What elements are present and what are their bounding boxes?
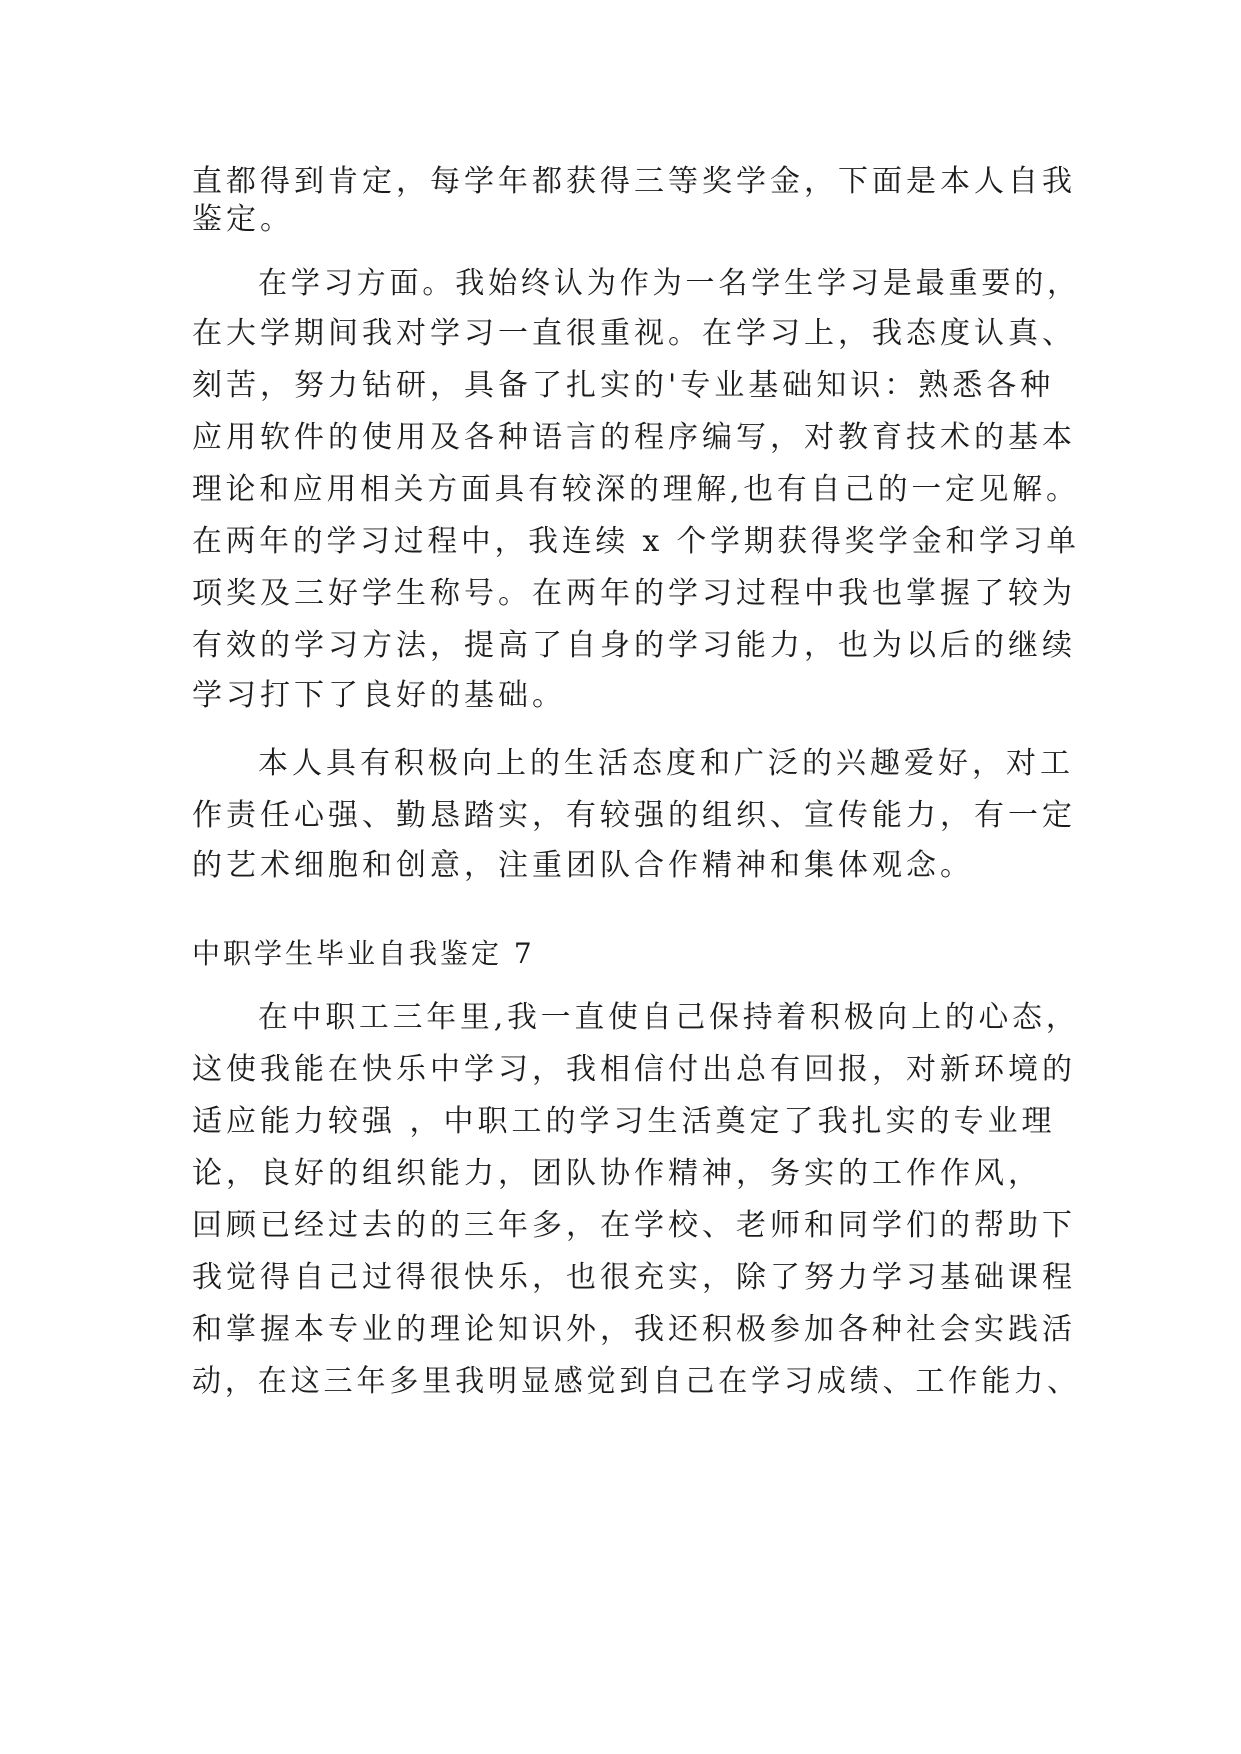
- paragraph-line: 这使我能在快乐中学习，我相信付出总有回报，对新环境的: [192, 1052, 1076, 1087]
- paragraph-line: 应用软件的使用及各种语言的程序编写，对教育技术的基本: [192, 420, 1076, 455]
- paragraph-line: 在两年的学习过程中，我连续 x 个学期获得奖学金和学习单: [192, 524, 1081, 559]
- paragraph-line: 的艺术细胞和创意，注重团队合作精神和集体观念。: [192, 848, 974, 883]
- paragraph-line: 项奖及三好学生称号。在两年的学习过程中我也掌握了较为: [192, 576, 1076, 611]
- paragraph-line: 有效的学习方法，提高了自身的学习能力，也为以后的继续: [192, 628, 1076, 663]
- section-heading: 中职学生毕业自我鉴定 7: [192, 937, 535, 970]
- paragraph-line: 适应能力较强 ，中职工的学习生活奠定了我扎实的专业理: [192, 1104, 1056, 1139]
- paragraph-first-line: 在学习方面。我始终认为作为一名学生学习是最重要的，: [258, 266, 1081, 301]
- paragraph-line: 理论和应用相关方面具有较深的理解,也有自己的一定见解。: [192, 472, 1080, 507]
- paragraph-line: 动，在这三年多里我明显感觉到自己在学习成绩、工作能力、: [192, 1364, 1080, 1399]
- paragraph-line: 我觉得自己过得很快乐，也很充实，除了努力学习基础课程: [192, 1260, 1076, 1295]
- paragraph-line: 直都得到肯定，每学年都获得三等奖学金，下面是本人自我: [192, 164, 1076, 199]
- paragraph-first-line: 本人具有积极向上的生活态度和广泛的兴趣爱好，对工: [258, 746, 1074, 781]
- paragraph-line: 鉴定。: [192, 202, 294, 237]
- paragraph-first-line: 在中职工三年里,我一直使自己保持着积极向上的心态，: [258, 1000, 1080, 1035]
- paragraph-line: 回顾已经过去的的三年多，在学校、老师和同学们的帮助下: [192, 1208, 1076, 1243]
- paragraph-line: 学习打下了良好的基础。: [192, 678, 566, 713]
- paragraph-line: 作责任心强、勤恳踏实，有较强的组织、宣传能力，有一定: [192, 798, 1076, 833]
- paragraph-line: 和掌握本专业的理论知识外，我还积极参加各种社会实践活: [192, 1312, 1076, 1347]
- paragraph-line: 在大学期间我对学习一直很重视。在学习上，我态度认真、: [192, 316, 1076, 351]
- paragraph-line: 论，良好的组织能力，团队协作精神，务实的工作作风，: [192, 1156, 1042, 1191]
- paragraph-line: 刻苦，努力钻研，具备了扎实的'专业基础知识：熟悉各种: [192, 368, 1055, 403]
